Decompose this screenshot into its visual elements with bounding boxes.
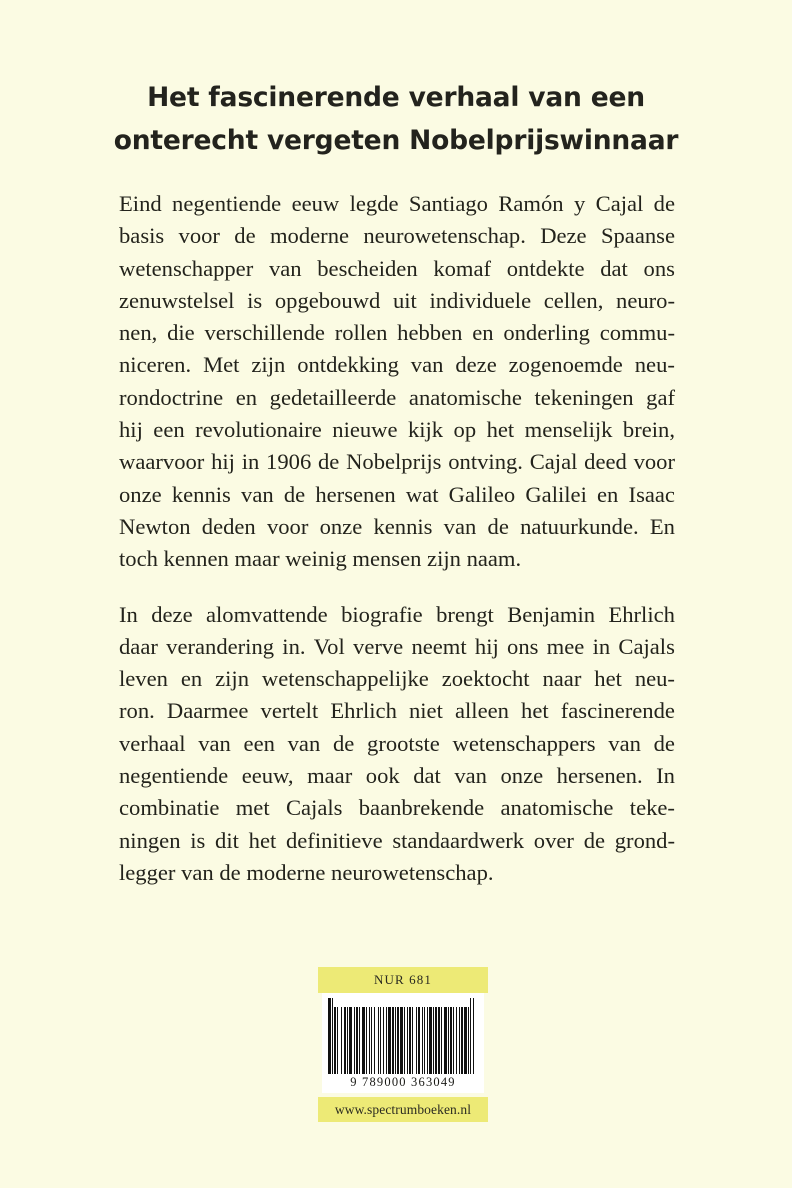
blurb-line: zenuwstelsel is opgebouwd uit individuele cellen, neuro- bbox=[119, 287, 675, 313]
blurb-line: waarvoor hij in 1906 de Nobelprijs ontving. Cajal deed voor bbox=[119, 449, 675, 475]
nur-label: NUR 681 bbox=[374, 972, 432, 987]
blurb-line: toch kennen maar weinig mensen zijn naam. bbox=[119, 546, 522, 572]
headline-line-2: onterecht vergeten Nobelprijswinnaar bbox=[113, 125, 679, 156]
blurb-line: Newton deden voor onze kennis van de natuurkunde. En bbox=[119, 513, 675, 539]
nur-banner bbox=[318, 967, 488, 993]
blurb-line: negentiende eeuw, maar ook dat van onze hersenen. In bbox=[119, 763, 675, 789]
page-title bbox=[0, 76, 792, 162]
blurb-line: onze kennis van de hersenen wat Galileo Galilei en Isaac bbox=[119, 481, 675, 507]
blurb-line: ningen is dit het definitieve standaardwerk over de grond- bbox=[119, 827, 675, 853]
blurb-line: nen, die verschillende rollen hebben en onderling commu- bbox=[119, 320, 675, 346]
barcode-block bbox=[318, 967, 488, 1122]
publisher-website-banner bbox=[318, 1097, 488, 1122]
barcode-field bbox=[322, 993, 484, 1093]
barcode-bars bbox=[328, 998, 478, 1074]
blurb-line: ron. Daarmee vertelt Ehrlich niet alleen het fascinerende bbox=[119, 698, 675, 724]
blurb-text bbox=[119, 188, 675, 889]
blurb-paragraph-2 bbox=[119, 599, 675, 890]
blurb-line: combinatie met Cajals baanbrekende anatomische teke- bbox=[119, 795, 675, 821]
blurb-line: niceren. Met zijn ontdekking van deze zogenoemde neu- bbox=[119, 352, 675, 378]
blurb-line: basis voor de moderne neurowetenschap. Deze Spaanse bbox=[119, 223, 675, 249]
blurb-line: legger van de moderne neurowetenschap. bbox=[119, 859, 494, 885]
blurb-line: In deze alomvattende biografie brengt Benjamin Ehrlich bbox=[119, 601, 675, 627]
blurb-line: leven en zijn wetenschappelijke zoektocht naar het neu- bbox=[119, 666, 675, 692]
headline-line-1: Het fascinerende verhaal van een bbox=[147, 82, 645, 113]
barcode-digits: 9 789000 363049 bbox=[350, 1075, 456, 1089]
blurb-line: daar verandering in. Vol verve neemt hij ons mee in Cajals bbox=[119, 633, 675, 659]
publisher-website-label: www.spectrumboeken.nl bbox=[334, 1101, 472, 1117]
blurb-line: hij een revolutionaire nieuwe kijk op het menselijk brein, bbox=[119, 417, 675, 443]
blurb-line: rondoctrine en gedetailleerde anatomische tekeningen gaf bbox=[119, 384, 675, 410]
blurb-line: Eind negentiende eeuw legde Santiago Ramón y Cajal de bbox=[119, 191, 675, 216]
blurb-line: verhaal van een van de grootste wetenschappers van de bbox=[119, 730, 675, 756]
blurb-line: wetenschapper van bescheiden komaf ontdekte dat ons bbox=[119, 255, 675, 281]
blurb-paragraph-1 bbox=[119, 188, 675, 576]
